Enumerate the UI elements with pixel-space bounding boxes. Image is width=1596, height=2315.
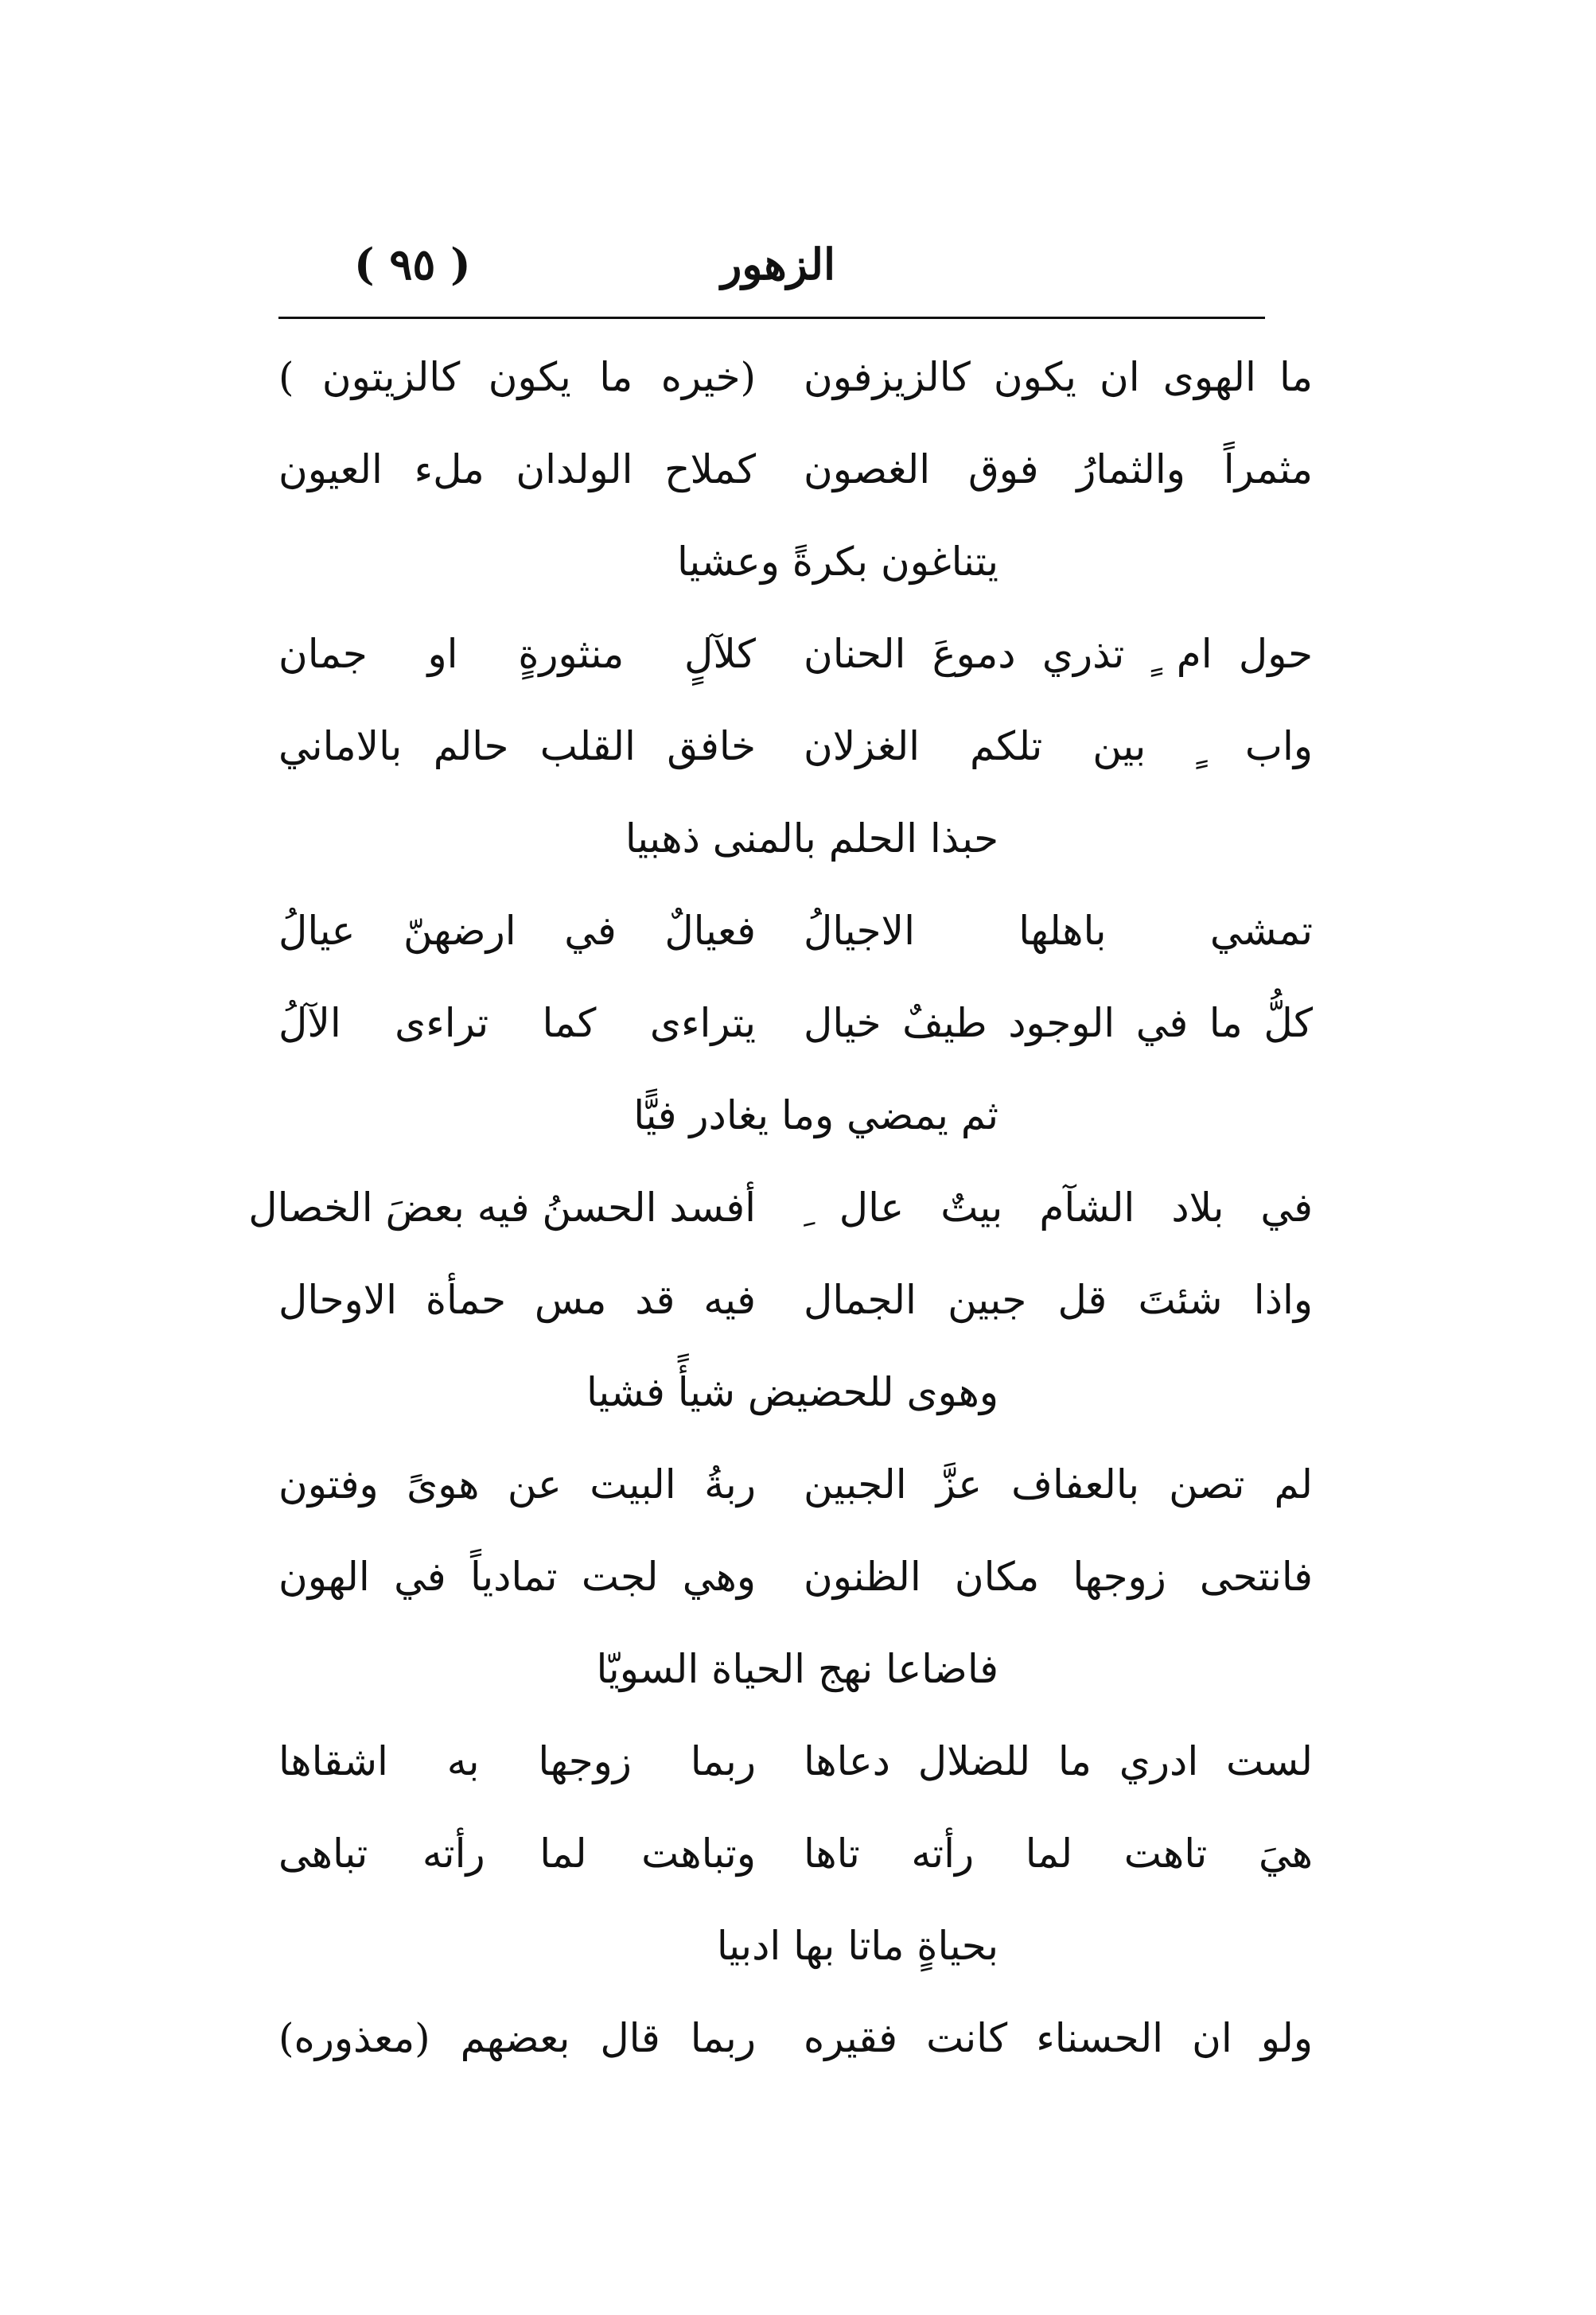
refrain-line [278, 1349, 1313, 1442]
hemistich-first: ولو ان الحسناء كانت فقيره [804, 2015, 1313, 2061]
page-header [278, 239, 1265, 326]
stanza [278, 1718, 1313, 1995]
hemistich-first: واب ٍ بين تلكم الغزلان [804, 723, 1313, 769]
hemistich-first: لم تصن بالعفاف عزَّ الجبين [804, 1461, 1313, 1508]
refrain-line [278, 1626, 1313, 1718]
stanza [248, 1165, 1313, 1442]
hemistich-first: ما الهوى ان يكون كالزيزفون [804, 354, 1313, 400]
refrain-line [278, 519, 1313, 611]
hemistich-first: في بلاد الشآم بيتٌ عال ِ [804, 1185, 1313, 1231]
refrain-line [278, 1072, 1313, 1165]
header-rule [278, 317, 1265, 319]
hemistich-second: كملاح الولدان ملء العيون [278, 446, 756, 492]
couplet [278, 1811, 1313, 1903]
refrain-line [278, 796, 1313, 888]
hemistich-first: تمشي باهلها الاجيالُ [804, 908, 1313, 954]
refrain-text: حبذا الحلم بالمنى ذهبيا [625, 815, 998, 862]
refrain-text: يتناغون بكرةً وعشيا [676, 539, 998, 585]
hemistich-second: ربةُ البيت عن هوىً وفتون [278, 1461, 756, 1508]
couplet [278, 334, 1313, 426]
couplet [278, 1995, 1313, 2087]
couplet [278, 426, 1313, 519]
hemistich-first: واذا شئتَ قل جبين الجمال [804, 1277, 1313, 1323]
hemistich-first: هيَ تاهت لما رأته تاها [804, 1831, 1313, 1877]
couplet [278, 611, 1313, 703]
hemistich-first: كلُّ ما في الوجود طيفٌ خيال [804, 1000, 1313, 1046]
couplet [278, 1442, 1313, 1534]
hemistich-second: (خيره ما يكون كالزيتون ) [278, 354, 756, 400]
hemistich-first: مثمراً والثمارُ فوق الغصون [804, 446, 1313, 492]
couplet [278, 1257, 1313, 1349]
stanza [278, 1995, 1313, 2087]
refrain-text: وهوى للحضيض شيأً فشيا [586, 1369, 998, 1415]
refrain-text: بحياةٍ ماتا بها ادبيا [716, 1923, 998, 1969]
couplet [278, 1718, 1313, 1811]
hemistich-first: لست ادري ما للضلال دعاها [804, 1738, 1313, 1784]
hemistich-second: فيه قد مس حمأة الاوحال [278, 1277, 756, 1323]
hemistich-first: حول ام ٍ تذري دموعَ الحنان [804, 631, 1313, 677]
couplet [248, 1165, 1313, 1257]
hemistich-second: وتباهت لما رأته تباهى [278, 1831, 756, 1877]
page-number: ( ٩٥ ) [354, 239, 471, 290]
refrain-text: ثم يمضي وما يغادر فيًّا [633, 1092, 998, 1138]
stanza [278, 888, 1313, 1165]
poem-body [248, 334, 1313, 2087]
refrain-text: فاضاعا نهج الحياة السويّا [596, 1646, 998, 1692]
couplet [278, 703, 1313, 796]
hemistich-second: وهي لجت تمادياً في الهون [278, 1554, 756, 1600]
hemistich-second: ربما زوجها به اشقاها [278, 1738, 756, 1784]
stanza [278, 611, 1313, 888]
couplet [278, 980, 1313, 1072]
hemistich-second: أفسد الحسنُ فيه بعضَ الخصال [248, 1185, 756, 1231]
hemistich-second: خافق القلب حالم بالاماني [278, 723, 756, 769]
couplet [278, 888, 1313, 980]
hemistich-second: كلآلٍ منثورةٍ او جمان [278, 631, 756, 677]
hemistich-second: فعيالٌ في ارضهنّ عيالُ [278, 908, 756, 954]
stanza [278, 1442, 1313, 1718]
hemistich-second: يتراءى كما تراءى الآلُ [278, 1000, 756, 1046]
stanza [278, 334, 1313, 611]
refrain-line [278, 1903, 1313, 1995]
hemistich-first: فانتحى زوجها مكان الظنون [804, 1554, 1313, 1600]
couplet [278, 1534, 1313, 1626]
page-title: الزهور [721, 239, 835, 290]
hemistich-second: ربما قال بعضهم (معذوره) [278, 2015, 756, 2061]
